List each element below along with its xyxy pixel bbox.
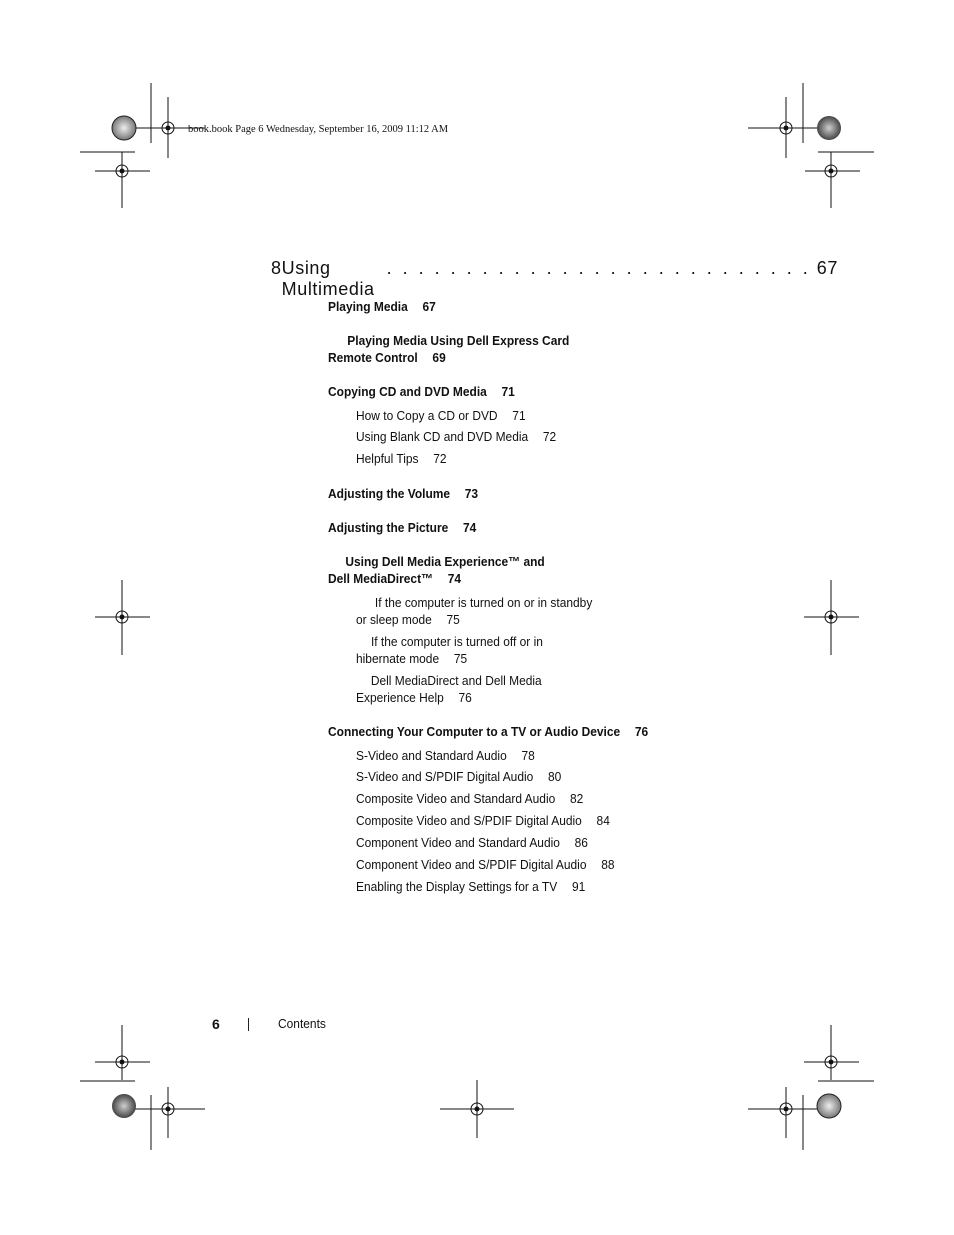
toc-entry-page: 75	[453, 651, 468, 666]
toc-entry-page: 86	[574, 835, 588, 850]
toc-entry-title: Composite Video and Standard Audio	[356, 791, 556, 806]
toc-entry-page: 84	[596, 813, 610, 828]
toc-entry-page: 71	[501, 384, 515, 399]
footer-section-label: Contents	[278, 1016, 326, 1031]
toc-entry-title: Playing Media Using Dell Express Card	[347, 333, 570, 348]
toc-subentry[interactable]	[375, 594, 592, 612]
toc-entry-title: S-Video and Standard Audio	[356, 748, 507, 763]
toc-entry-title: Using Blank CD and DVD Media	[356, 429, 529, 444]
toc-entry-title: Composite Video and S/PDIF Digital Audio	[356, 813, 582, 828]
toc-entry-page: 69	[432, 350, 446, 365]
chapter-page: 67	[816, 258, 838, 278]
toc-entry-title: Helpful Tips	[356, 451, 419, 466]
toc-entry-title: Using Dell Media Experience™ and	[345, 554, 545, 569]
toc-entry-title: or sleep mode	[356, 612, 432, 627]
toc-entry-title: Experience Help	[356, 690, 444, 705]
toc-entry-title: Playing Media	[328, 299, 408, 314]
toc-entry-page: 72	[433, 451, 447, 466]
toc-entry-page: 71	[512, 408, 526, 423]
toc-subentry[interactable]	[371, 672, 542, 690]
toc-entry-title: Dell MediaDirect and Dell Media	[370, 673, 542, 688]
chapter-heading	[271, 258, 838, 299]
toc-entry-title: Adjusting the Picture	[328, 520, 449, 535]
toc-entry-title: If the computer is turned off or in	[370, 634, 543, 649]
toc-entry-page: 75	[446, 612, 460, 627]
chapter-number: 8	[271, 258, 282, 278]
toc-entry-page: 74	[447, 571, 462, 586]
toc-entry-page: 76	[634, 724, 649, 739]
toc-entry-title: Adjusting the Volume	[328, 486, 451, 501]
toc-entry-page: 74	[462, 520, 477, 535]
toc-entry-title: Component Video and S/PDIF Digital Audio	[356, 857, 587, 872]
toc-entry-page: 88	[601, 857, 615, 872]
toc-entry-title: Copying CD and DVD Media	[328, 384, 487, 399]
toc-entry-title: Component Video and Standard Audio	[356, 835, 560, 850]
toc-entry-title: Connecting Your Computer to a TV or Audio Device	[328, 724, 621, 739]
leader-dots: . . . . . . . . . . . . . . . . . . . . . . . . . . .	[386, 258, 811, 278]
toc-subentry[interactable]	[371, 633, 543, 651]
toc-entry-page: 80	[548, 769, 562, 784]
toc-entry-title: S-Video and S/PDIF Digital Audio	[356, 769, 534, 784]
toc-entry-title: How to Copy a CD or DVD	[356, 408, 498, 423]
toc-entry-title: Dell MediaDirect™	[328, 571, 434, 586]
toc-entry-page: 72	[542, 429, 557, 444]
toc-entry-page: 78	[521, 748, 535, 763]
toc-entry-title: hibernate mode	[356, 651, 440, 666]
toc-entry-title: Enabling the Display Settings for a TV	[356, 879, 558, 894]
toc-entry[interactable]	[347, 332, 569, 350]
toc-entry-title: If the computer is turned on or in standby	[374, 595, 593, 610]
print-slug-header: book.book Page 6 Wednesday, September 16, 2009 11:12 AM	[188, 124, 449, 135]
toc-entry-page: 76	[458, 690, 472, 705]
toc-entry-page: 82	[569, 791, 584, 806]
toc-entry-page: 91	[571, 879, 586, 894]
page-number: 6	[212, 1016, 220, 1032]
toc-entry[interactable]	[345, 553, 544, 571]
toc-entry-page: 73	[464, 486, 479, 501]
chapter-title: Using Multimedia	[281, 258, 375, 299]
toc-entry-title: Remote Control	[328, 350, 418, 365]
footer-divider	[248, 1018, 249, 1031]
toc-entry-page: 67	[422, 299, 436, 314]
